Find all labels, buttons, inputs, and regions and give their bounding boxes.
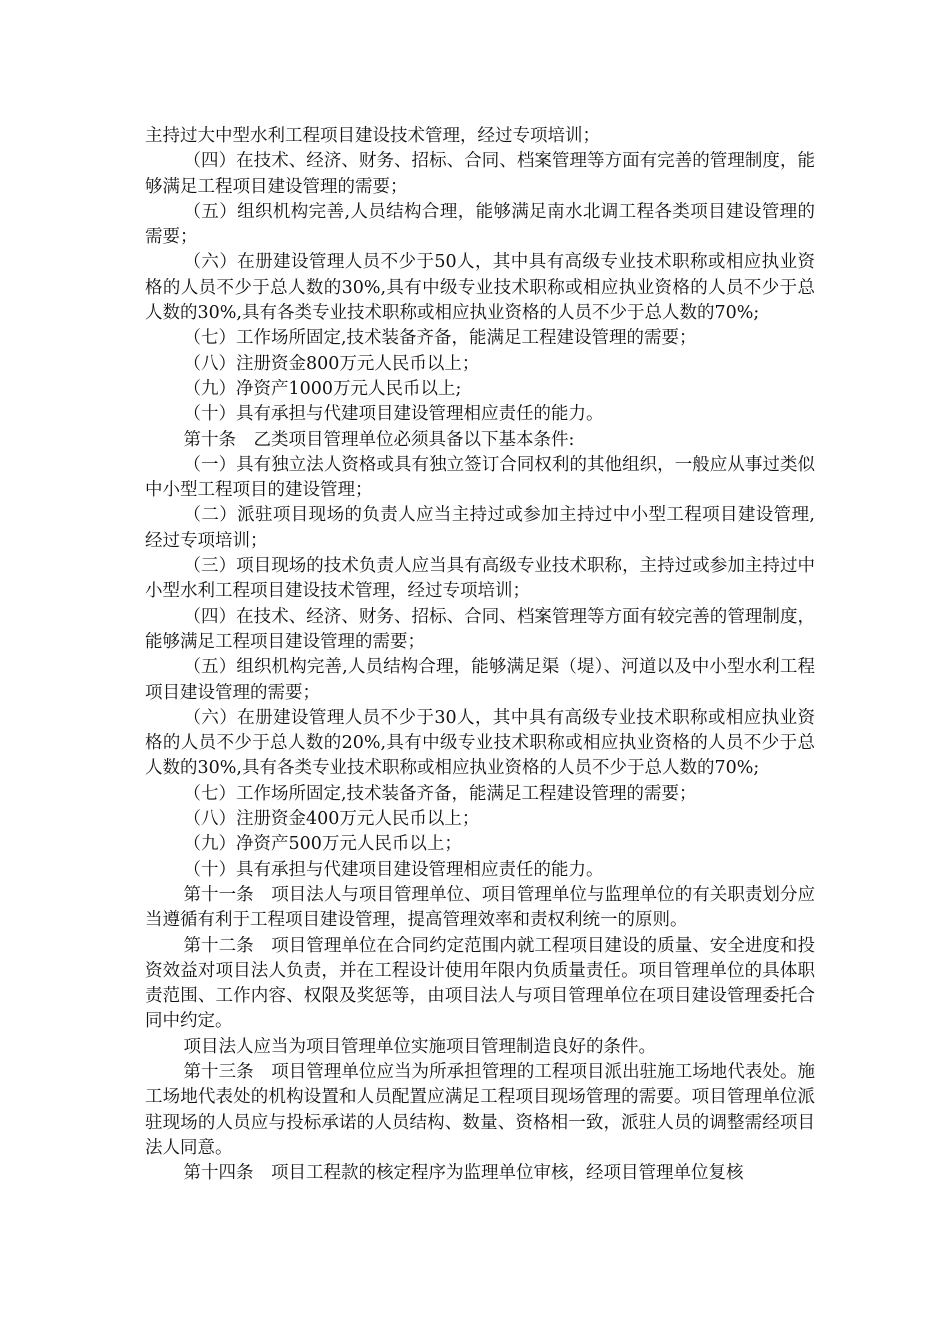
paragraph: （六）在册建设管理人员不少于30人，其中具有高级专业技术职称或相应执业资格的人员不少于总人数的20%,具有中级专业技术职称或相应执业资格的人员不少于总人数的30%,具有各类专业技术职称或相应执业资格的人员不少于总人数的70%;: [145, 707, 815, 779]
paragraph: （八）注册资金400万元人民币以上；: [183, 809, 480, 830]
article-paragraph: 第十三条 项目管理单位应当为所承担管理的工程项目派出驻施工场地代表处。施工场地代表处的机构设置和人员配置应满足工程项目现场管理的需要。项目管理单位派驻现场的人员应与投标承诺的人员结构、数量、资格相一致，派驻人员的调整需经项目法人同意。: [145, 1061, 815, 1158]
paragraph: （十）具有承担与代建项目建设管理相应责任的能力。: [183, 404, 604, 425]
paragraph: （九）净资产1000万元人民币以上;: [183, 378, 462, 399]
document-page: [145, 124, 815, 1186]
paragraph: （九）净资产500万元人民币以上；: [183, 834, 462, 855]
paragraph: （四）在技术、经济、财务、招标、合同、档案管理等方面有完善的管理制度，能够满足工程项目建设管理的需要；: [145, 151, 815, 197]
paragraph: （二）派驻项目现场的负责人应当主持过或参加主持过中小型工程项目建设管理,经过专项培训；: [145, 505, 815, 551]
article-paragraph: 第十四条 项目工程款的核定程序为监理单位审核，经项目管理单位复核: [183, 1163, 744, 1184]
paragraph: 主持过大中型水利工程项目建设技术管理，经过专项培训；: [145, 126, 600, 146]
article-paragraph: 第十二条 项目管理单位在合同约定范围内就工程项目建设的质量、安全进度和投资效益对项目法人负责，并在工程设计使用年限内负质量责任。项目管理单位的具体职责范围、工作内容、权限及奖惩等，由项目法人与项目管理单位在项目建设管理委托合同中约定。: [145, 935, 815, 1032]
article-paragraph: 第十一条 项目法人与项目管理单位、项目管理单位与监理单位的有关职责划分应当遵循有利于工程项目建设管理，提高管理效率和责权利统一的原则。: [145, 884, 815, 931]
paragraph: （一）具有独立法人资格或具有独立签订合同权利的其他组织，一般应从事过类似中小型工程项目的建设管理；: [145, 454, 815, 501]
paragraph: （五）组织机构完善,人员结构合理，能够满足南水北调工程各类项目建设管理的需要；: [145, 201, 815, 248]
paragraph: （六）在册建设管理人员不少于50人，其中具有高级专业技术职称或相应执业资格的人员不少于总人数的30%,具有中级专业技术职称或相应执业资格的人员不少于总人数的30%,具有各类专业技术职称或相应执业资格的人员不少于总人数的70%;: [145, 252, 815, 324]
paragraph: （七）工作场所固定,技术装备齐备，能满足工程建设管理的需要；: [183, 328, 697, 349]
paragraph: （七）工作场所固定,技术装备齐备，能满足工程建设管理的需要；: [183, 783, 697, 804]
paragraph: （四）在技术、经济、财务、招标、合同、档案管理等方面有较完善的管理制度，能够满足工程项目建设管理的需要；: [145, 606, 815, 652]
paragraph: （十）具有承担与代建项目建设管理相应责任的能力。: [183, 859, 604, 880]
paragraph: 项目法人应当为项目管理单位实施项目管理制造良好的条件。: [183, 1036, 656, 1057]
paragraph: （八）注册资金800万元人民币以上；: [183, 353, 480, 374]
article-heading: 第十条 乙类项目管理单位必须具备以下基本条件:: [183, 429, 575, 450]
paragraph: （三）项目现场的技术负责人应当具有高级专业技术职称，主持过或参加主持过中小型水利工程项目建设技术管理，经过专项培训；: [145, 556, 815, 602]
paragraph: （五）组织机构完善,人员结构合理，能够满足渠（堤）、河道以及中小型水利工程项目建设管理的需要；: [145, 657, 815, 703]
